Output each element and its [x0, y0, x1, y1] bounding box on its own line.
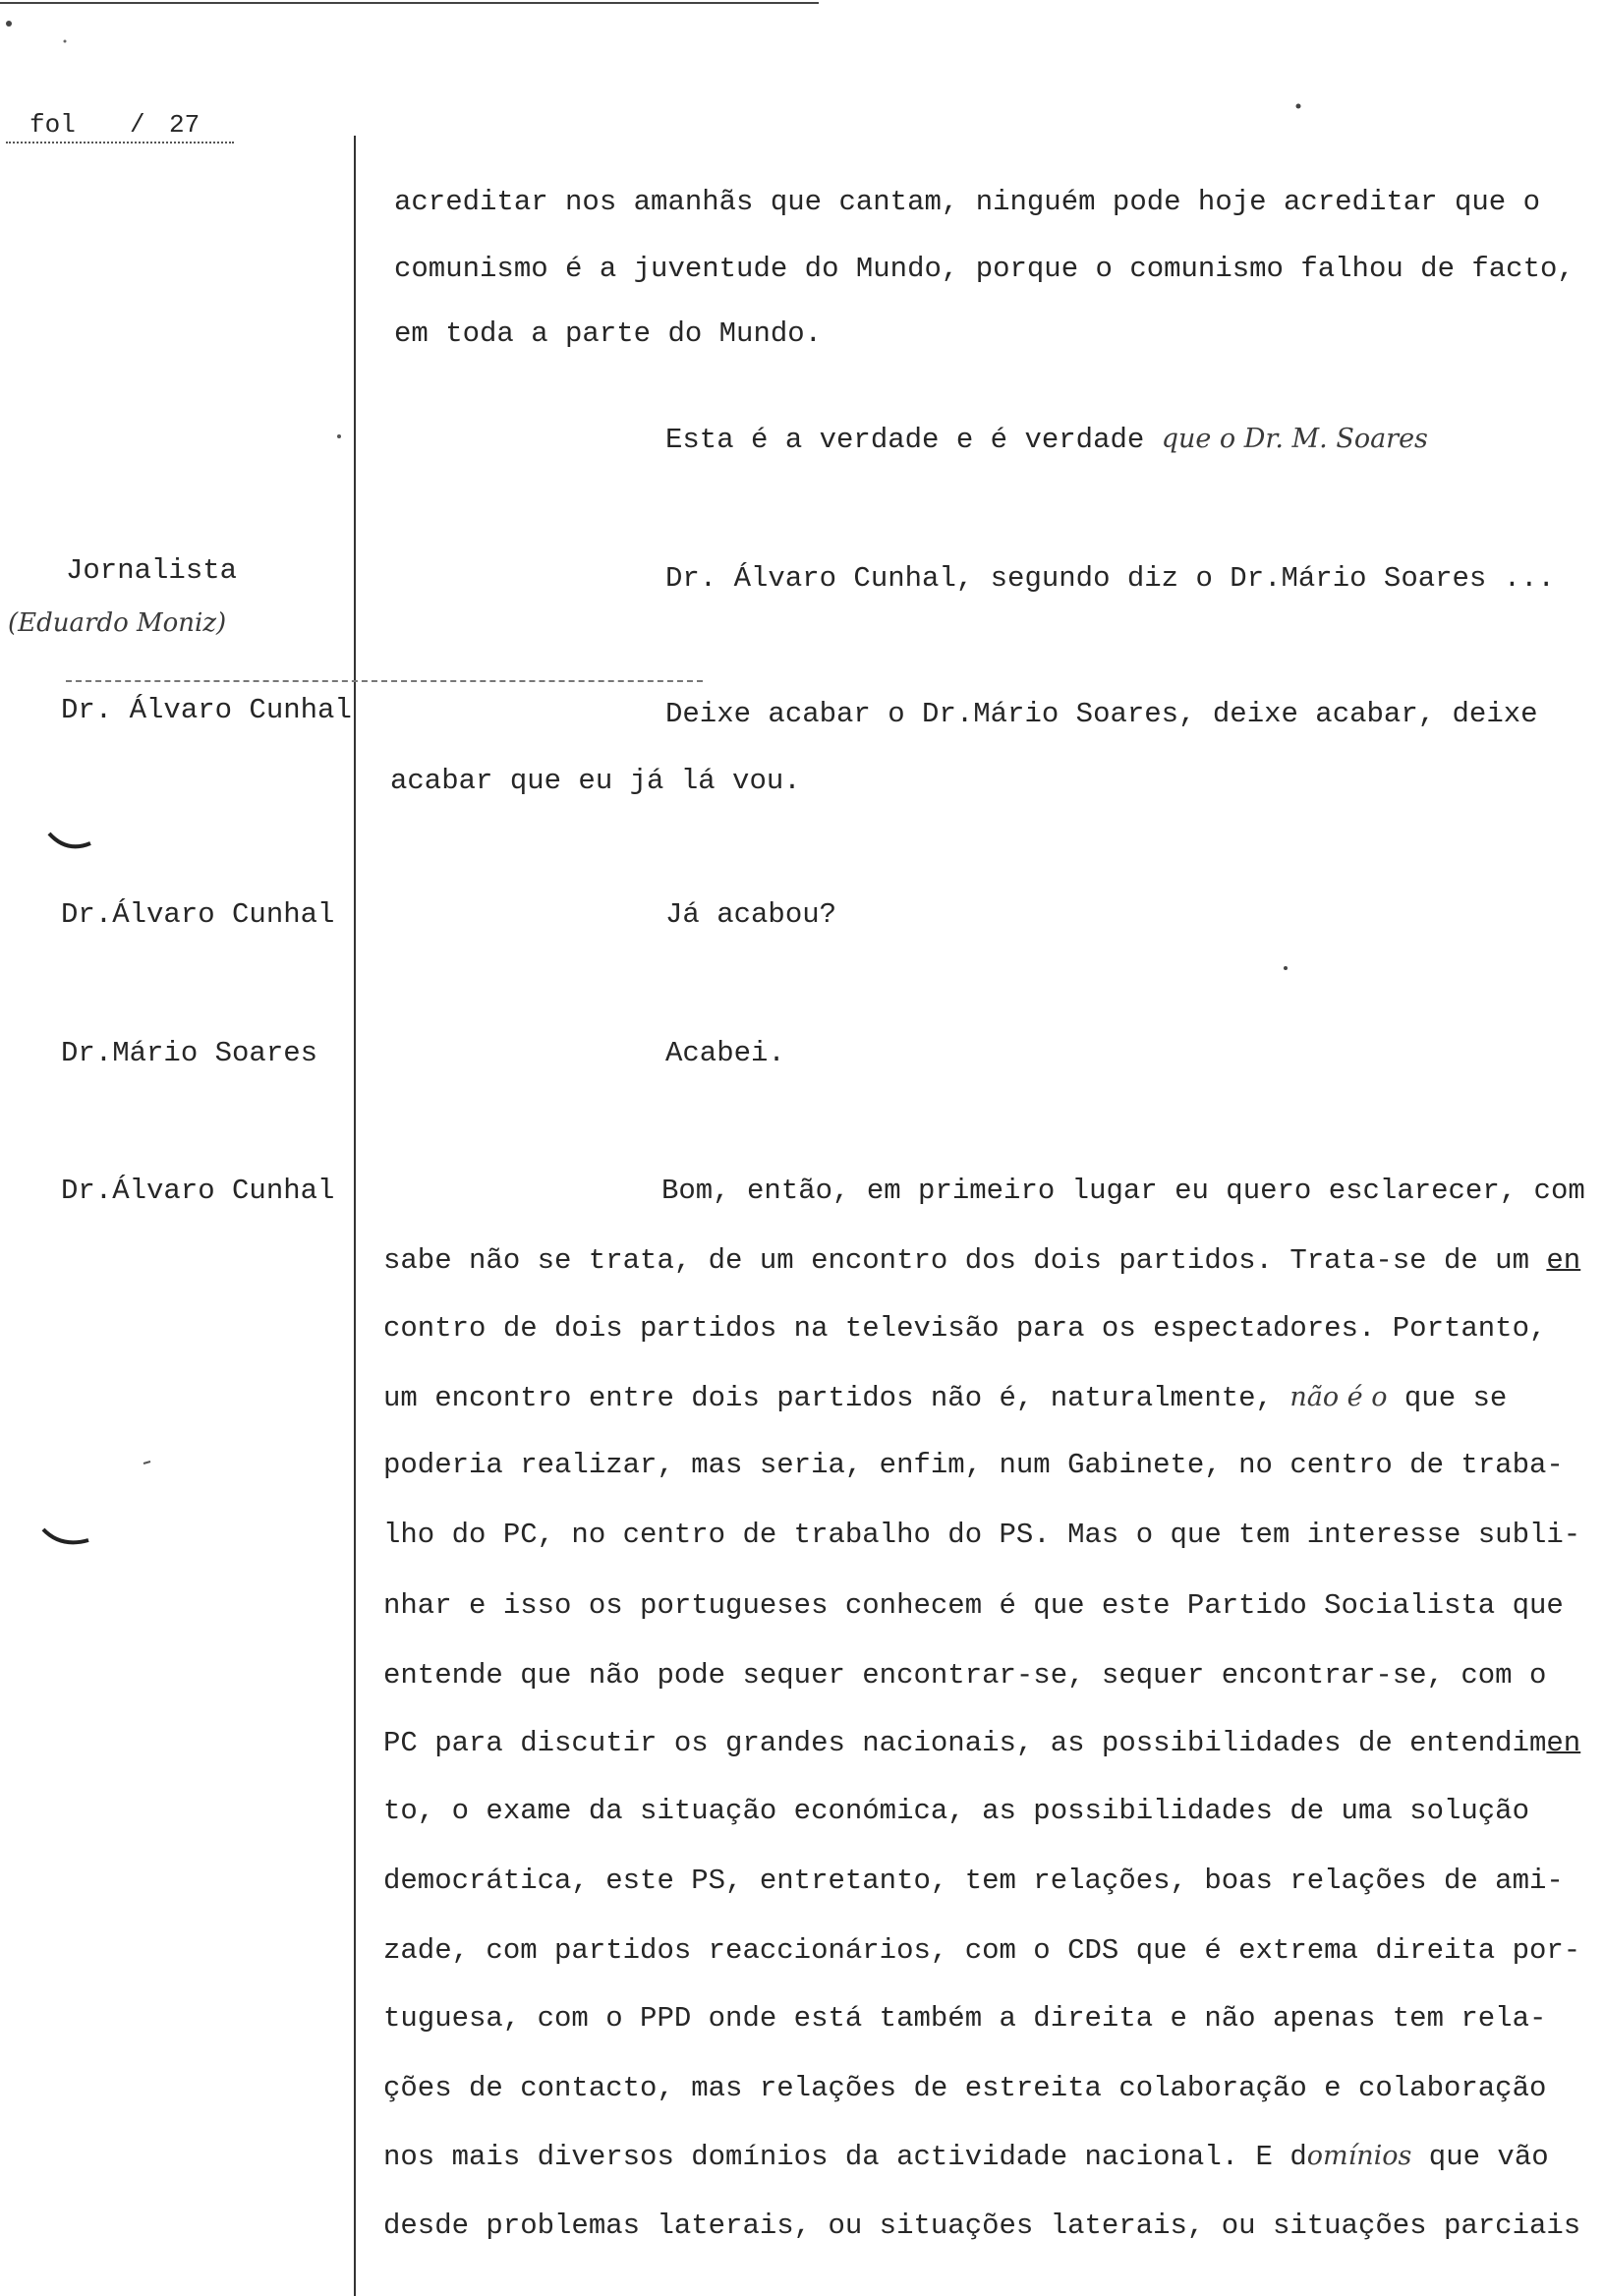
- body-line: Acabei.: [665, 1037, 785, 1069]
- typed-text: um encontro entre dois partidos não é, naturalmente,: [383, 1382, 1290, 1414]
- handwritten-journalist-name: (Eduardo Moniz): [8, 608, 227, 638]
- speck-mark: [1284, 966, 1288, 970]
- body-line: [665, 420, 1428, 460]
- body-line: acabar que eu já lá vou.: [390, 765, 801, 797]
- body-line: contro de dois partidos na televisão para os espectadores. Portanto,: [383, 1312, 1547, 1345]
- body-line: [383, 1724, 1580, 1763]
- folio-separator: /: [130, 110, 145, 140]
- body-line: Já acabou?: [665, 898, 837, 931]
- dashed-separator: [66, 680, 703, 682]
- folio-label: fol: [29, 110, 76, 140]
- body-line: zade, com partidos reaccionários, com o CDS que é extrema direita por-: [383, 1934, 1581, 1967]
- body-line: Bom, então, em primeiro lugar eu quero esclarecer, com: [661, 1175, 1585, 1207]
- body-line: lho do PC, no centro de trabalho do PS. Mas o que tem interesse subli-: [383, 1519, 1581, 1551]
- body-line: poderia realizar, mas seria, enfim, num Gabinete, no centro de traba-: [383, 1449, 1564, 1481]
- folio-value: 27: [169, 110, 200, 140]
- handwritten-insertion: não é o: [1289, 1382, 1388, 1412]
- body-line: democrática, este PS, entretanto, tem relações, boas relações de ami-: [383, 1865, 1564, 1897]
- speaker-label-soares: Dr.Mário Soares: [61, 1037, 318, 1069]
- body-line: em toda a parte do Mundo.: [394, 317, 823, 350]
- typed-text: sabe não se trata, de um encontro dos dois partidos. Trata-se de um: [383, 1244, 1547, 1277]
- margin-divider-line: [354, 136, 356, 2296]
- speck-mark: [64, 40, 67, 43]
- typed-text: que se: [1387, 1382, 1508, 1414]
- typed-text: Esta é a verdade e é verdade: [665, 424, 1162, 456]
- body-line: desde problemas laterais, ou situações laterais, ou situações parciais: [383, 2210, 1581, 2242]
- body-line: ções de contacto, mas relações de estreita colaboração e colaboração: [383, 2072, 1547, 2104]
- body-line: to, o exame da situação económica, as possibilidades de uma solução: [383, 1795, 1529, 1827]
- typed-text: PC para discutir os grandes nacionais, as possibilidades de entendim: [383, 1727, 1547, 1759]
- folio-number: [6, 108, 234, 144]
- speck-mark: [1296, 104, 1301, 109]
- typed-text: nos mais diversos domínios da actividade nacional. E d: [383, 2141, 1307, 2173]
- body-line: tuguesa, com o PPD onde está também a direita e não apenas tem rela-: [383, 2002, 1547, 2035]
- body-line: entende que não pode sequer encontrar-se, sequer encontrar-se, com o: [383, 1659, 1547, 1692]
- speaker-label-cunhal: Dr.Álvaro Cunhal: [61, 1175, 335, 1207]
- pen-curve-mark: [43, 1529, 88, 1542]
- body-line: Deixe acabar o Dr.Mário Soares, deixe acabar, deixe: [665, 698, 1538, 730]
- top-rule: [0, 2, 819, 4]
- body-line: [383, 1241, 1580, 1281]
- body-line: Dr. Álvaro Cunhal, segundo diz o Dr.Mário Soares ...: [665, 562, 1555, 595]
- underlined-text: en: [1546, 1727, 1581, 1759]
- speck-mark: [337, 434, 341, 438]
- body-line: [383, 2137, 1549, 2177]
- pen-dash-mark: [143, 1462, 150, 1464]
- body-line: acreditar nos amanhãs que cantam, ninguém pode hoje acreditar que o: [394, 186, 1540, 218]
- pen-curve-mark: [49, 833, 90, 846]
- typed-text: que vão: [1411, 2141, 1549, 2173]
- body-line: comunismo é a juventude do Mundo, porque o comunismo falhou de facto,: [394, 253, 1575, 285]
- speck-mark: [6, 21, 12, 27]
- underlined-text: en: [1546, 1244, 1581, 1277]
- body-line: [383, 1378, 1507, 1418]
- handwritten-insertion: que o Dr. M. Soares: [1161, 424, 1428, 454]
- speaker-label-cunhal: Dr.Álvaro Cunhal: [61, 898, 335, 931]
- body-line: nhar e isso os portugueses conhecem é que este Partido Socialista que: [383, 1589, 1564, 1622]
- speaker-label-cunhal: Dr. Álvaro Cunhal: [61, 694, 352, 726]
- speaker-label-journalist: Jornalista: [66, 554, 238, 587]
- handwritten-insertion: omínios: [1306, 2141, 1412, 2171]
